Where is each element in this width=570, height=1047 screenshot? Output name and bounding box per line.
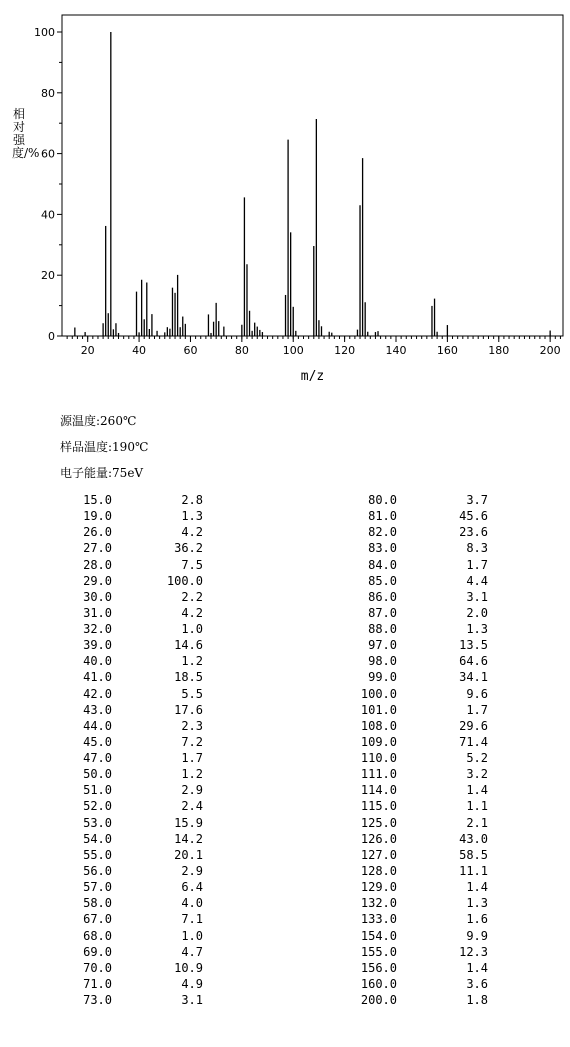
mz-value: 88.0 bbox=[368, 622, 397, 637]
intensity-value: 9.6 bbox=[466, 686, 488, 701]
mz-value: 71.0 bbox=[83, 976, 112, 991]
intensity-value: 15.9 bbox=[174, 815, 203, 830]
table-row-right bbox=[0, 589, 570, 605]
table-row-right bbox=[0, 653, 570, 669]
table-row-right bbox=[0, 621, 570, 637]
x-tick-label: 200 bbox=[539, 344, 561, 357]
intensity-value: 20.1 bbox=[174, 847, 203, 862]
intensity-value: 1.0 bbox=[181, 622, 203, 637]
intensity-value: 64.6 bbox=[459, 654, 488, 669]
intensity-value: 34.1 bbox=[459, 670, 488, 685]
intensity-value: 58.5 bbox=[459, 847, 488, 862]
y-tick-label: 100 bbox=[34, 26, 55, 39]
intensity-value: 2.9 bbox=[181, 783, 203, 798]
intensity-value: 100.0 bbox=[166, 573, 203, 588]
mz-value: 133.0 bbox=[360, 912, 397, 927]
mz-value: 42.0 bbox=[83, 686, 112, 701]
mz-value: 111.0 bbox=[360, 767, 397, 782]
intensity-value: 2.4 bbox=[181, 799, 203, 814]
mz-value: 84.0 bbox=[368, 557, 397, 572]
mz-value: 31.0 bbox=[83, 605, 112, 620]
mz-value: 54.0 bbox=[83, 831, 112, 846]
table-row-right bbox=[0, 686, 570, 702]
intensity-value: 2.2 bbox=[181, 589, 203, 604]
mz-value: 98.0 bbox=[368, 654, 397, 669]
mz-value: 160.0 bbox=[360, 976, 397, 991]
mz-value: 27.0 bbox=[83, 541, 112, 556]
mz-value: 19.0 bbox=[83, 509, 112, 524]
intensity-value: 3.2 bbox=[466, 767, 488, 782]
intensity-value: 8.3 bbox=[466, 541, 488, 556]
mz-value: 126.0 bbox=[360, 831, 397, 846]
mz-value: 129.0 bbox=[360, 880, 397, 895]
table-row-right bbox=[0, 524, 570, 540]
mz-value: 58.0 bbox=[83, 896, 112, 911]
mz-value: 29.0 bbox=[83, 573, 112, 588]
mz-value: 26.0 bbox=[83, 525, 112, 540]
table-row-right bbox=[0, 669, 570, 685]
mz-value: 41.0 bbox=[83, 670, 112, 685]
mz-value: 73.0 bbox=[83, 993, 112, 1008]
table-row-right bbox=[0, 879, 570, 895]
mz-value: 32.0 bbox=[83, 622, 112, 637]
mz-value: 109.0 bbox=[360, 734, 397, 749]
intensity-value: 5.2 bbox=[466, 751, 488, 766]
source-temperature: 源温度:260℃ bbox=[60, 414, 137, 428]
mz-value: 47.0 bbox=[83, 751, 112, 766]
mz-value: 81.0 bbox=[368, 509, 397, 524]
intensity-value: 4.4 bbox=[466, 573, 488, 588]
mz-value: 43.0 bbox=[83, 702, 112, 717]
mz-value: 70.0 bbox=[83, 960, 112, 975]
intensity-value: 3.1 bbox=[181, 993, 203, 1008]
intensity-value: 1.4 bbox=[466, 880, 488, 895]
table-row-right bbox=[0, 831, 570, 847]
intensity-value: 43.0 bbox=[459, 831, 488, 846]
intensity-value: 3.6 bbox=[466, 976, 488, 991]
intensity-value: 7.2 bbox=[181, 734, 203, 749]
intensity-value: 1.4 bbox=[466, 783, 488, 798]
intensity-value: 2.3 bbox=[181, 718, 203, 733]
mz-value: 156.0 bbox=[360, 960, 397, 975]
x-tick-label: 80 bbox=[234, 344, 249, 357]
mz-value: 154.0 bbox=[360, 928, 397, 943]
intensity-value: 2.0 bbox=[466, 605, 488, 620]
mz-value: 83.0 bbox=[368, 541, 397, 556]
table-row-right bbox=[0, 863, 570, 879]
mz-value: 127.0 bbox=[360, 847, 397, 862]
mz-value: 57.0 bbox=[83, 880, 112, 895]
mz-value: 125.0 bbox=[360, 815, 397, 830]
intensity-value: 1.4 bbox=[466, 960, 488, 975]
table-row-right bbox=[0, 960, 570, 976]
intensity-value: 5.5 bbox=[181, 686, 203, 701]
mz-value: 200.0 bbox=[360, 993, 397, 1008]
table-row-right bbox=[0, 734, 570, 750]
intensity-value: 7.5 bbox=[181, 557, 203, 572]
table-row-right bbox=[0, 928, 570, 944]
intensity-value: 3.7 bbox=[466, 493, 488, 507]
x-tick-label: 120 bbox=[334, 344, 356, 357]
mz-value: 86.0 bbox=[368, 589, 397, 604]
mz-value: 15.0 bbox=[83, 493, 112, 507]
electron-energy: 电子能量:75eV bbox=[60, 466, 144, 480]
table-row-right bbox=[0, 766, 570, 782]
intensity-value: 45.6 bbox=[459, 509, 488, 524]
x-tick-label: 160 bbox=[436, 344, 458, 357]
intensity-value: 29.6 bbox=[459, 718, 488, 733]
table-row-right bbox=[0, 605, 570, 621]
intensity-value: 9.9 bbox=[466, 928, 488, 943]
intensity-value: 1.7 bbox=[466, 557, 488, 572]
intensity-value: 12.3 bbox=[459, 944, 488, 959]
intensity-value: 14.6 bbox=[174, 638, 203, 653]
table-row-right bbox=[0, 798, 570, 814]
table-row-right bbox=[0, 944, 570, 960]
intensity-value: 1.3 bbox=[466, 622, 488, 637]
mz-value: 69.0 bbox=[83, 944, 112, 959]
intensity-value: 1.2 bbox=[181, 654, 203, 669]
intensity-value: 13.5 bbox=[459, 638, 488, 653]
mz-value: 67.0 bbox=[83, 912, 112, 927]
y-tick-label: 20 bbox=[41, 269, 55, 283]
mz-value: 55.0 bbox=[83, 847, 112, 862]
intensity-value: 1.6 bbox=[466, 912, 488, 927]
intensity-value: 4.2 bbox=[181, 525, 203, 540]
intensity-value: 4.2 bbox=[181, 605, 203, 620]
y-axis-label: 相对强度/% bbox=[12, 107, 40, 160]
intensity-value: 71.4 bbox=[459, 734, 488, 749]
mz-value: 52.0 bbox=[83, 799, 112, 814]
y-tick-label: 0 bbox=[48, 330, 55, 343]
intensity-value: 1.3 bbox=[466, 896, 488, 911]
x-tick-label: 60 bbox=[183, 344, 198, 357]
mz-value: 110.0 bbox=[360, 751, 397, 766]
mz-value: 108.0 bbox=[360, 718, 397, 733]
mz-value: 128.0 bbox=[360, 863, 397, 878]
intensity-value: 4.7 bbox=[181, 944, 203, 959]
table-row-right bbox=[0, 976, 570, 992]
sample-temperature: 样品温度:190℃ bbox=[60, 440, 149, 454]
intensity-value: 7.1 bbox=[181, 912, 203, 927]
mz-value: 115.0 bbox=[360, 799, 397, 814]
mz-value: 68.0 bbox=[83, 928, 112, 943]
mz-value: 155.0 bbox=[360, 944, 397, 959]
x-tick-label: 40 bbox=[132, 344, 147, 357]
intensity-value: 1.8 bbox=[466, 993, 488, 1008]
x-tick-label: 20 bbox=[80, 344, 95, 357]
intensity-value: 10.9 bbox=[174, 960, 203, 975]
mz-value: 97.0 bbox=[368, 638, 397, 653]
x-axis-label: m/z bbox=[300, 369, 325, 384]
intensity-value: 17.6 bbox=[174, 702, 203, 717]
table-row-right bbox=[0, 637, 570, 653]
intensity-value: 3.1 bbox=[466, 589, 488, 604]
table-row-right bbox=[0, 492, 570, 508]
table-row-right bbox=[0, 782, 570, 798]
mz-value: 101.0 bbox=[360, 702, 397, 717]
mz-value: 82.0 bbox=[368, 525, 397, 540]
mz-value: 28.0 bbox=[83, 557, 112, 572]
intensity-value: 2.1 bbox=[466, 815, 488, 830]
intensity-value: 6.4 bbox=[181, 880, 203, 895]
intensity-value: 1.2 bbox=[181, 767, 203, 782]
y-tick-label: 60 bbox=[41, 147, 55, 161]
mz-value: 56.0 bbox=[83, 863, 112, 878]
intensity-value: 1.1 bbox=[466, 799, 488, 814]
intensity-value: 14.2 bbox=[174, 831, 203, 846]
mz-value: 99.0 bbox=[368, 670, 397, 685]
intensity-value: 23.6 bbox=[459, 525, 488, 540]
intensity-value: 1.0 bbox=[181, 928, 203, 943]
table-row-right bbox=[0, 911, 570, 927]
plot-frame bbox=[62, 15, 563, 336]
table-row-right bbox=[0, 573, 570, 589]
intensity-value: 18.5 bbox=[174, 670, 203, 685]
mz-value: 87.0 bbox=[368, 605, 397, 620]
table-row-right bbox=[0, 540, 570, 556]
mz-value: 39.0 bbox=[83, 638, 112, 653]
mz-value: 45.0 bbox=[83, 734, 112, 749]
mz-value: 100.0 bbox=[360, 686, 397, 701]
mz-value: 44.0 bbox=[83, 718, 112, 733]
intensity-value: 4.0 bbox=[181, 896, 203, 911]
mz-value: 132.0 bbox=[360, 896, 397, 911]
x-tick-label: 140 bbox=[385, 344, 407, 357]
mz-value: 51.0 bbox=[83, 783, 112, 798]
mz-value: 53.0 bbox=[83, 815, 112, 830]
table-row-right bbox=[0, 847, 570, 863]
table-row-right bbox=[0, 750, 570, 766]
mz-value: 50.0 bbox=[83, 767, 112, 782]
intensity-value: 1.7 bbox=[466, 702, 488, 717]
intensity-value: 2.8 bbox=[181, 493, 203, 507]
x-tick-label: 100 bbox=[282, 344, 304, 357]
table-row-right bbox=[0, 992, 570, 1008]
intensity-value: 11.1 bbox=[459, 863, 488, 878]
mz-value: 85.0 bbox=[368, 573, 397, 588]
y-tick-label: 80 bbox=[41, 86, 55, 100]
table-row-right bbox=[0, 815, 570, 831]
table-row-right bbox=[0, 702, 570, 718]
table-row-right bbox=[0, 718, 570, 734]
mz-value: 114.0 bbox=[360, 783, 397, 798]
intensity-value: 1.3 bbox=[181, 509, 203, 524]
table-row-right bbox=[0, 508, 570, 524]
x-tick-label: 180 bbox=[488, 344, 510, 357]
intensity-value: 1.7 bbox=[181, 751, 203, 766]
intensity-value: 2.9 bbox=[181, 863, 203, 878]
mz-value: 40.0 bbox=[83, 654, 112, 669]
y-tick-label: 40 bbox=[41, 208, 55, 222]
mz-value: 30.0 bbox=[83, 589, 112, 604]
intensity-value: 4.9 bbox=[181, 976, 203, 991]
intensity-value: 36.2 bbox=[174, 541, 203, 556]
mass-spectrum-chart bbox=[0, 0, 570, 400]
table-row-right bbox=[0, 895, 570, 911]
table-row-right bbox=[0, 557, 570, 573]
mz-value: 80.0 bbox=[368, 493, 397, 507]
